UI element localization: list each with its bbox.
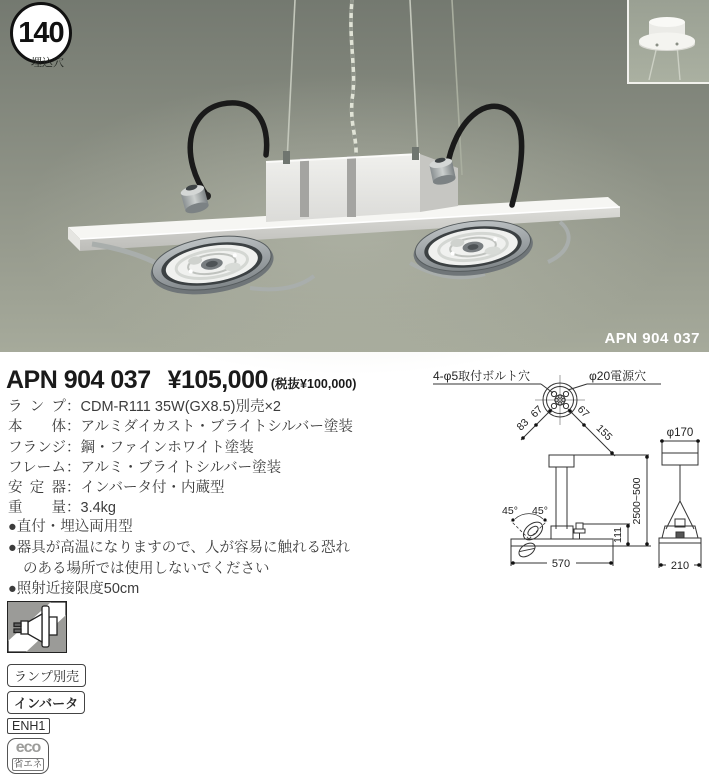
note-item — [8, 517, 364, 538]
feature-badges — [7, 664, 86, 774]
model-number: APN 904 037 — [6, 366, 151, 394]
spec-colon: ： — [66, 399, 81, 415]
eco-label: 省エネ — [13, 759, 43, 770]
bullet: ● — [8, 539, 17, 556]
dim-67-right: 67 — [574, 403, 592, 421]
dim-83: 83 — [514, 416, 532, 434]
dim-111: 111 — [612, 527, 624, 543]
spec-colon: ： — [66, 459, 81, 476]
note-list — [8, 517, 364, 600]
dim-155: 155 — [593, 422, 615, 444]
badge-lamp-sold-separately: ランプ別売 — [7, 664, 86, 687]
note-text: 器具が高温になりますので、人が容易に触れる恐れのある場所では使用しないでください — [16, 539, 350, 577]
dim-570: 570 — [551, 558, 571, 570]
spec-label: ランプ — [8, 399, 66, 415]
bolt-hole-label: 4-φ5取付ボルト穴 — [433, 369, 531, 383]
wire-tab-left — [283, 151, 290, 164]
angle-left: 45° — [502, 505, 518, 517]
product-photo — [0, 0, 709, 352]
dim-210: 210 — [670, 560, 690, 572]
spec-row-frame — [8, 458, 400, 478]
spec-label: フレーム — [8, 459, 66, 476]
bullet: ● — [8, 581, 17, 598]
photo-caption-model: APN 904 037 — [604, 330, 700, 347]
power-hole-label: φ20電源穴 — [589, 369, 647, 383]
eco-logo: eco — [15, 739, 41, 756]
spec-value: インバータ付・内蔵型 — [80, 480, 225, 497]
badge-inverter: インバータ — [7, 691, 85, 714]
dim-dia-170: φ170 — [666, 427, 694, 439]
note-item — [8, 538, 364, 580]
wire-tab-right — [412, 147, 419, 160]
canopy-illustration — [629, 0, 707, 80]
note-text: 直付・埋込両用型 — [16, 519, 133, 535]
badge-enh1: ENH1 — [7, 718, 50, 734]
spec-row-ballast — [8, 478, 400, 498]
spec-row-weight — [8, 498, 400, 518]
spec-value: アルミ・ブライトシルバー塗装 — [80, 459, 282, 476]
spec-colon: ： — [66, 500, 81, 517]
price: ¥105,000 — [167, 366, 268, 394]
spec-row-body — [8, 417, 400, 437]
spec-label: フランジ — [8, 439, 66, 456]
spec-value: 3.4kg — [80, 500, 116, 517]
spec-label: 安定器 — [8, 480, 66, 497]
bullet: ● — [8, 519, 17, 535]
pendant-light-illustration — [0, 0, 709, 352]
note-text: 照射近接限度50cm — [16, 581, 140, 598]
cutout-size-badge: 140 — [10, 2, 72, 64]
spec-colon: ： — [66, 480, 81, 497]
spec-label: 重量 — [8, 500, 66, 517]
spec-list — [8, 397, 400, 519]
spec-value: CDM-R111 35W(GX8.5)別売×2 — [80, 399, 282, 415]
spec-value: アルミダイカスト・ブライトシルバー塗装 — [80, 419, 353, 436]
badge-eco — [7, 738, 49, 774]
spec-colon: ： — [66, 419, 81, 436]
spec-value: 鋼・ファインホワイト塗装 — [80, 439, 254, 456]
tax-note: (税抜¥100,000) — [270, 377, 357, 391]
dim-67-left: 67 — [528, 403, 546, 421]
dimension-drawing — [399, 363, 709, 600]
ceiling-canopy-inset — [627, 0, 709, 84]
spec-label: 本体 — [8, 419, 66, 436]
cutout-size-label: 埋込穴 — [31, 57, 64, 69]
product-heading — [6, 366, 356, 395]
angle-right: 45° — [532, 505, 548, 517]
spec-row-flange — [8, 438, 400, 458]
dim-susp-height: 2500~500 — [631, 477, 643, 525]
spec-row-lamp — [8, 397, 400, 417]
spec-colon: ： — [66, 439, 81, 456]
note-item — [8, 579, 364, 600]
lamp-type-icon — [7, 601, 67, 658]
